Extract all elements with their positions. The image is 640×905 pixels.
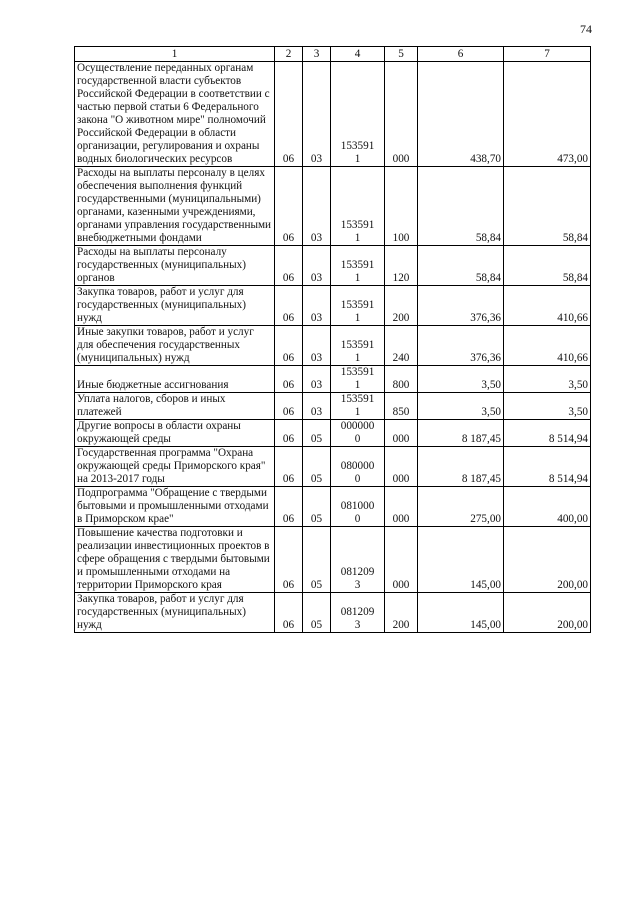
table-row	[75, 447, 591, 487]
row-subsection: 05	[303, 487, 331, 527]
row-amount-col-7: 473,00	[504, 62, 591, 167]
row-target-code	[331, 527, 385, 593]
row-name: Расходы на выплаты персоналу государственных (муниципальных) органов	[75, 246, 275, 286]
row-expense-type: 000	[385, 487, 418, 527]
header-col-5: 5	[385, 47, 418, 62]
row-target-code-part-2: 3	[354, 579, 361, 591]
row-subsection: 03	[303, 246, 331, 286]
row-section: 06	[275, 593, 303, 633]
row-target-code-part-2: 0	[354, 473, 361, 485]
row-target-code-part-1: 081000	[340, 500, 375, 512]
row-section: 06	[275, 286, 303, 326]
table-row	[75, 62, 591, 167]
row-subsection: 03	[303, 167, 331, 246]
row-target-code-part-1: 081209	[340, 566, 375, 578]
header-col-4: 4	[331, 47, 385, 62]
row-amount-col-6: 145,00	[418, 527, 504, 593]
header-col-7: 7	[504, 47, 591, 62]
row-section: 06	[275, 326, 303, 366]
row-name: Закупка товаров, работ и услуг для государственных (муниципальных) нужд	[75, 593, 275, 633]
row-name: Другие вопросы в области охраны окружающей среды	[75, 420, 275, 447]
row-subsection: 05	[303, 420, 331, 447]
row-expense-type: 200	[385, 286, 418, 326]
row-amount-col-7: 410,66	[504, 326, 591, 366]
row-subsection: 03	[303, 366, 331, 393]
row-name: Закупка товаров, работ и услуг для государственных (муниципальных) нужд	[75, 286, 275, 326]
row-target-code-part-2: 0	[354, 513, 361, 525]
row-amount-col-7: 400,00	[504, 487, 591, 527]
table-row	[75, 420, 591, 447]
row-name: Иные закупки товаров, работ и услуг для обеспечения государственных (муниципальных) нужд	[75, 326, 275, 366]
table-row	[75, 487, 591, 527]
row-amount-col-6: 8 187,45	[418, 420, 504, 447]
row-section: 06	[275, 366, 303, 393]
row-expense-type: 800	[385, 366, 418, 393]
row-target-code-part-2: 1	[354, 272, 361, 284]
table-row	[75, 366, 591, 393]
row-amount-col-6: 376,36	[418, 286, 504, 326]
row-target-code-part-1: 153591	[340, 299, 375, 311]
budget-table	[74, 46, 591, 633]
row-amount-col-7: 410,66	[504, 286, 591, 326]
row-expense-type: 240	[385, 326, 418, 366]
row-amount-col-6: 438,70	[418, 62, 504, 167]
row-amount-col-6: 58,84	[418, 167, 504, 246]
row-amount-col-6: 3,50	[418, 366, 504, 393]
row-section: 06	[275, 246, 303, 286]
header-col-1: 1	[75, 47, 275, 62]
header-col-6: 6	[418, 47, 504, 62]
row-target-code-part-1: 153591	[340, 393, 375, 405]
row-target-code	[331, 593, 385, 633]
row-amount-col-7: 58,84	[504, 167, 591, 246]
row-expense-type: 000	[385, 527, 418, 593]
row-name: Подпрограмма "Обращение с твердыми бытовыми и промышленными отходами в Приморском крае"	[75, 487, 275, 527]
row-name: Уплата налогов, сборов и иных платежей	[75, 393, 275, 420]
row-amount-col-6: 8 187,45	[418, 447, 504, 487]
row-amount-col-7: 8 514,94	[504, 447, 591, 487]
row-target-code	[331, 420, 385, 447]
table-row	[75, 286, 591, 326]
row-subsection: 05	[303, 593, 331, 633]
row-amount-col-6: 145,00	[418, 593, 504, 633]
row-section: 06	[275, 393, 303, 420]
row-target-code-part-1: 153591	[340, 366, 375, 378]
row-target-code-part-2: 1	[354, 406, 361, 418]
row-target-code-part-1: 153591	[340, 219, 375, 231]
row-section: 06	[275, 420, 303, 447]
row-section: 06	[275, 62, 303, 167]
row-target-code	[331, 167, 385, 246]
table-row	[75, 527, 591, 593]
row-target-code	[331, 447, 385, 487]
row-target-code-part-2: 3	[354, 619, 361, 631]
row-target-code-part-1: 153591	[340, 140, 375, 152]
row-target-code	[331, 366, 385, 393]
row-amount-col-6: 3,50	[418, 393, 504, 420]
row-amount-col-7: 8 514,94	[504, 420, 591, 447]
row-subsection: 05	[303, 527, 331, 593]
row-expense-type: 000	[385, 420, 418, 447]
row-section: 06	[275, 447, 303, 487]
row-name: Расходы на выплаты персоналу в целях обеспечения выполнения функций государственными (муниципальными) органами, казенными учреждениями, органами управления государственными внебюджетными фондами	[75, 167, 275, 246]
row-expense-type: 000	[385, 62, 418, 167]
header-col-2: 2	[275, 47, 303, 62]
row-expense-type: 850	[385, 393, 418, 420]
row-target-code	[331, 487, 385, 527]
row-target-code-part-2: 1	[354, 352, 361, 364]
row-section: 06	[275, 167, 303, 246]
row-section: 06	[275, 487, 303, 527]
row-target-code-part-1: 000000	[340, 420, 375, 432]
table-row	[75, 326, 591, 366]
header-col-3: 3	[303, 47, 331, 62]
row-target-code	[331, 286, 385, 326]
row-name: Государственная программа "Охрана окружающей среды Приморского края" на 2013-2017 годы	[75, 447, 275, 487]
row-target-code-part-1: 153591	[340, 339, 375, 351]
row-amount-col-7: 200,00	[504, 527, 591, 593]
row-target-code-part-2: 1	[354, 379, 361, 391]
row-subsection: 03	[303, 62, 331, 167]
row-subsection: 03	[303, 393, 331, 420]
row-subsection: 03	[303, 326, 331, 366]
row-amount-col-7: 200,00	[504, 593, 591, 633]
row-subsection: 05	[303, 447, 331, 487]
row-amount-col-7: 58,84	[504, 246, 591, 286]
row-target-code	[331, 326, 385, 366]
row-amount-col-6: 58,84	[418, 246, 504, 286]
row-target-code	[331, 393, 385, 420]
row-expense-type: 120	[385, 246, 418, 286]
table-row	[75, 593, 591, 633]
row-target-code-part-2: 1	[354, 153, 361, 165]
row-section: 06	[275, 527, 303, 593]
row-expense-type: 200	[385, 593, 418, 633]
row-target-code-part-1: 153591	[340, 259, 375, 271]
row-amount-col-6: 275,00	[418, 487, 504, 527]
row-expense-type: 000	[385, 447, 418, 487]
row-name: Иные бюджетные ассигнования	[75, 366, 275, 393]
table-row	[75, 393, 591, 420]
row-amount-col-6: 376,36	[418, 326, 504, 366]
row-target-code-part-2: 1	[354, 312, 361, 324]
header-row	[75, 47, 591, 62]
row-target-code	[331, 62, 385, 167]
row-subsection: 03	[303, 286, 331, 326]
row-amount-col-7: 3,50	[504, 366, 591, 393]
row-amount-col-7: 3,50	[504, 393, 591, 420]
row-name: Повышение качества подготовки и реализации инвестиционных проектов в сфере обращения с твердыми бытовыми и промышленными отходами на территории Приморского края	[75, 527, 275, 593]
row-target-code-part-2: 1	[354, 232, 361, 244]
page-number: 74	[580, 22, 592, 36]
row-name: Осуществление переданных органам государственной власти субъектов Российской Федерации в соответствии с частью первой статьи 6 Федерального закона "О животном мире" полномочий Российской Федерации в области организации, регулирования и охраны водных биологических ресурсов	[75, 62, 275, 167]
row-expense-type: 100	[385, 167, 418, 246]
row-target-code	[331, 246, 385, 286]
row-target-code-part-2: 0	[354, 433, 361, 445]
row-target-code-part-1: 080000	[340, 460, 375, 472]
table-row	[75, 246, 591, 286]
table-row	[75, 167, 591, 246]
row-target-code-part-1: 081209	[340, 606, 375, 618]
